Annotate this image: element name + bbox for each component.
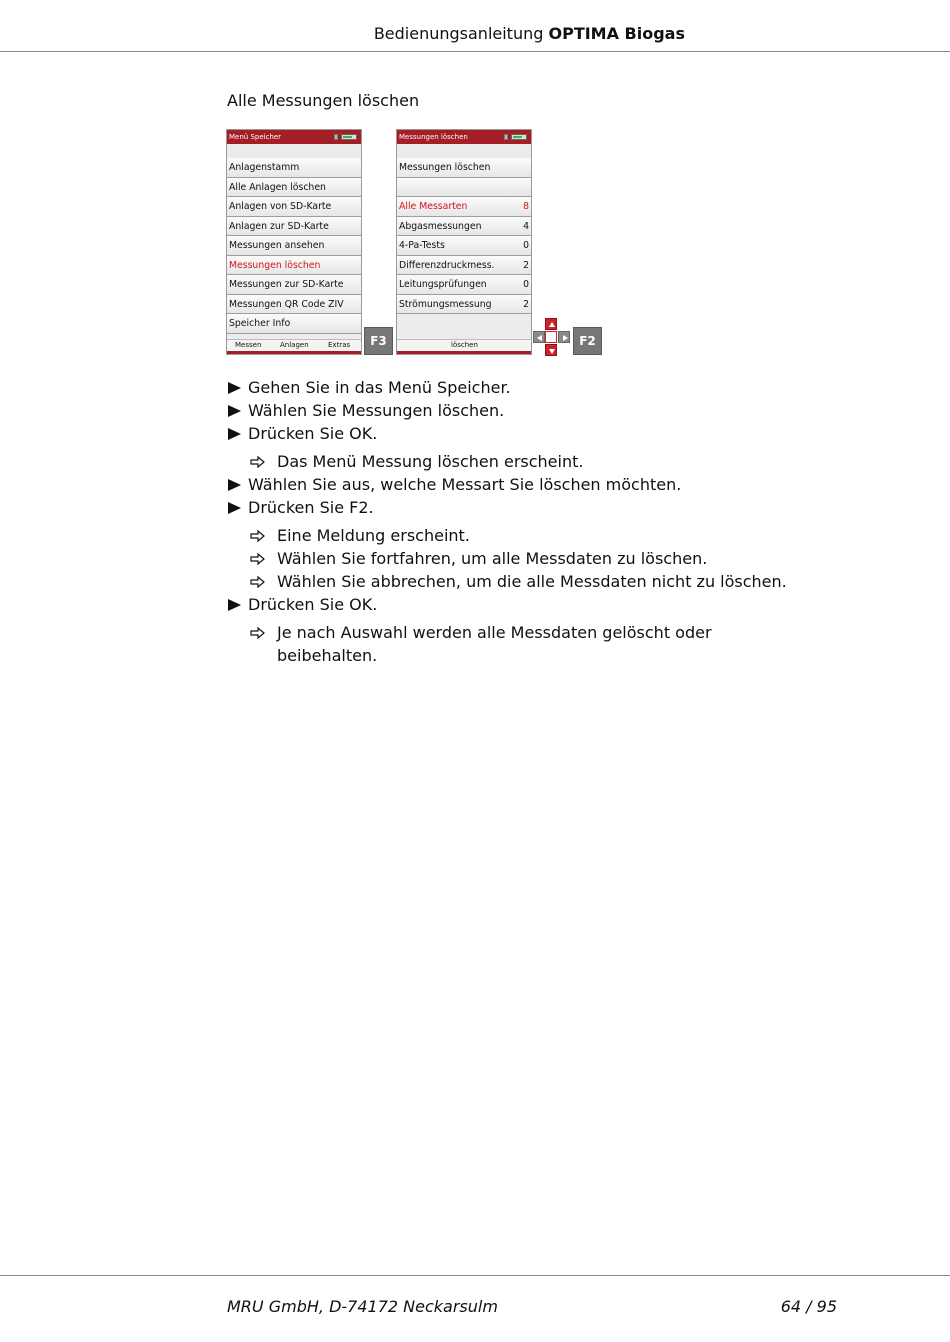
softkey-extras[interactable]: Extras (328, 341, 351, 349)
navigation-pad-icon (533, 318, 571, 356)
arrow-left-icon[interactable] (533, 331, 545, 343)
f2-key-icon[interactable]: F2 (573, 327, 602, 355)
ok-center-icon[interactable] (545, 331, 557, 343)
action-triangle-icon (228, 502, 241, 514)
list-item-4pa-tests[interactable]: 4-Pa-Tests 0 (397, 236, 531, 256)
step-action: Gehen Sie in das Menü Speicher. (228, 378, 511, 397)
result-arrow-icon (250, 553, 266, 565)
step-result: Wählen Sie abbrechen, um die alle Messdaten nicht zu löschen. (250, 572, 787, 591)
menu-item-anlagen-zur-sd[interactable]: Anlagen zur SD-Karte (227, 217, 361, 237)
step-action: Wählen Sie Messungen löschen. (228, 401, 504, 420)
action-triangle-icon (228, 405, 241, 417)
list-spacer (397, 178, 531, 198)
list-heading: Messungen löschen (397, 158, 531, 178)
list-item-alle-messarten[interactable]: Alle Messarten 8 (397, 197, 531, 217)
step-action: Wählen Sie aus, welche Messart Sie löschen möchten. (228, 475, 681, 494)
softkey-anlagen[interactable]: Anlagen (280, 341, 309, 349)
result-arrow-icon (250, 530, 266, 542)
screen-bottom-accent (227, 351, 361, 354)
menu-item-speicher-info[interactable]: Speicher Info (227, 314, 361, 334)
result-arrow-icon (250, 456, 266, 468)
menu-item-messungen-zur-sd[interactable]: Messungen zur SD-Karte (227, 275, 361, 295)
header-title-regular: Bedienungsanleitung (373, 24, 544, 43)
menu-item-alle-anlagen-loeschen[interactable]: Alle Anlagen löschen (227, 178, 361, 198)
header-title-bold: OPTIMA Biogas (548, 24, 685, 43)
footer-company: MRU GmbH, D-74172 Neckarsulm (227, 1297, 498, 1316)
menu-list (227, 158, 361, 334)
battery-icon (341, 134, 357, 140)
footer-page-number: 64 / 95 (780, 1297, 837, 1316)
step-action: Drücken Sie F2. (228, 498, 374, 517)
softkey-messen[interactable]: Messen (235, 341, 262, 349)
result-arrow-icon (250, 576, 266, 588)
list-item-leitungspruefungen[interactable]: Leitungsprüfungen 0 (397, 275, 531, 295)
screen-bottom-accent (397, 351, 531, 354)
list-item-abgasmessungen[interactable]: Abgasmessungen 4 (397, 217, 531, 237)
action-triangle-icon (228, 599, 241, 611)
battery-icon (511, 134, 527, 140)
menu-item-anlagen-von-sd[interactable]: Anlagen von SD-Karte (227, 197, 361, 217)
action-triangle-icon (228, 479, 241, 491)
screen-title: Messungen löschen (399, 133, 468, 141)
softkey-bar (397, 339, 531, 351)
step-result-continuation: beibehalten. (277, 646, 378, 665)
action-triangle-icon (228, 382, 241, 394)
softkey-bar (227, 339, 361, 351)
screen-titlebar (227, 130, 361, 144)
list-item-differenzdruck[interactable]: Differenzdruckmess. 2 (397, 256, 531, 276)
step-result: Das Menü Messung löschen erscheint. (250, 452, 583, 471)
menu-item-anlagenstamm[interactable]: Anlagenstamm (227, 158, 361, 178)
list-item-stroemungsmessung[interactable]: Strömungsmessung 2 (397, 295, 531, 315)
section-title: Alle Messungen löschen (227, 91, 420, 110)
screen-titlebar (397, 130, 531, 144)
sd-card-icon (504, 134, 508, 140)
arrow-right-icon[interactable] (558, 331, 570, 343)
softkey-loeschen[interactable]: löschen (451, 341, 478, 349)
device-screen-memory-menu (226, 129, 362, 355)
page-header (0, 24, 950, 52)
device-screen-delete-measurements (396, 129, 532, 355)
menu-item-messungen-qr[interactable]: Messungen QR Code ZIV (227, 295, 361, 315)
result-arrow-icon (250, 627, 266, 639)
step-result: Wählen Sie fortfahren, um alle Messdaten zu löschen. (250, 549, 707, 568)
menu-item-messungen-ansehen[interactable]: Messungen ansehen (227, 236, 361, 256)
sd-card-icon (334, 134, 338, 140)
f3-key-icon[interactable]: F3 (364, 327, 393, 355)
arrow-down-icon[interactable] (545, 344, 557, 356)
menu-item-messungen-loeschen[interactable]: Messungen löschen (227, 256, 361, 276)
step-action: Drücken Sie OK. (228, 595, 377, 614)
step-result: Je nach Auswahl werden alle Messdaten gelöscht oder (250, 623, 712, 642)
footer-rule (0, 1275, 950, 1276)
step-result: Eine Meldung erscheint. (250, 526, 470, 545)
step-action: Drücken Sie OK. (228, 424, 377, 443)
arrow-up-icon[interactable] (545, 318, 557, 330)
screen-title: Menü Speicher (229, 133, 282, 141)
measurement-list (397, 158, 531, 314)
action-triangle-icon (228, 428, 241, 440)
header-title (374, 24, 685, 43)
